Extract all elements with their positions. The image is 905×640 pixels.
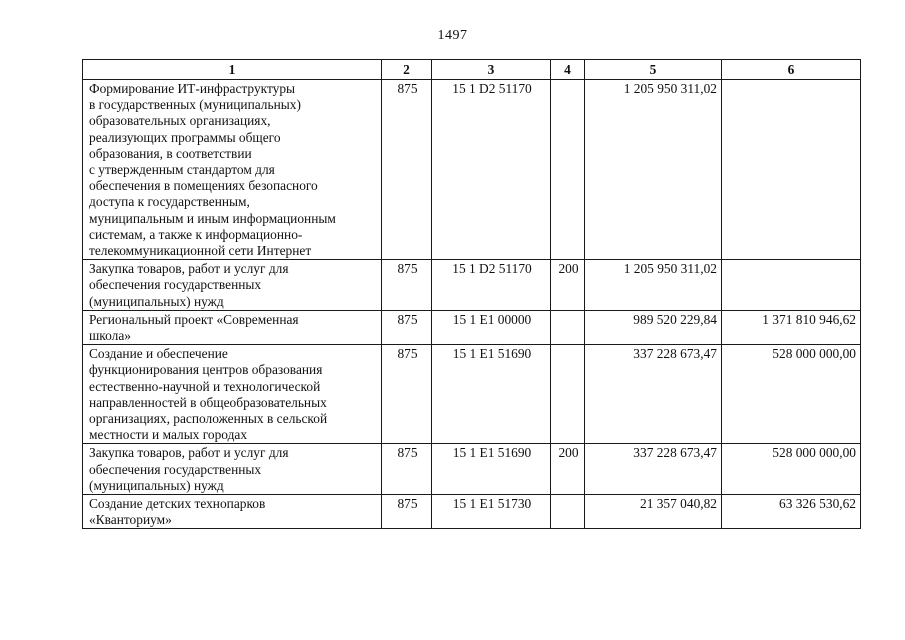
row-amount-year-2: 1 371 810 946,62 [722,310,861,344]
row-target-article: 15 1 D2 51170 [432,260,551,311]
row-amount-year-2 [722,260,861,311]
table-row [83,260,861,311]
row-target-article: 15 1 E1 51690 [432,444,551,495]
row-ministry-code: 875 [382,444,432,495]
row-expense-type [551,495,585,529]
row-target-article: 15 1 D2 51170 [432,80,551,260]
row-amount-year-2: 63 326 530,62 [722,495,861,529]
row-ministry-code: 875 [382,80,432,260]
row-expense-type [551,310,585,344]
row-amount-year-1: 1 205 950 311,02 [585,260,722,311]
page-number: 1497 [437,28,468,43]
row-name: Региональный проект «Современная школа» [83,310,382,344]
row-amount-year-1: 337 228 673,47 [585,444,722,495]
row-name: Формирование ИТ-инфраструктуры в государственных (муниципальных) образовательных организациях, реализующих программы общего образования, в соответствии с утвержденным стандартом для обеспечения в помещениях безопасного доступа к государственным, муниципальным и иным информационным системам, а также к информационно- телекоммуникационной сети Интернет [83,80,382,260]
header-col-4: 4 [551,60,585,80]
row-name: Закупка товаров, работ и услуг для обеспечения государственных (муниципальных) нужд [83,444,382,495]
row-amount-year-1: 1 205 950 311,02 [585,80,722,260]
row-name: Создание детских технопарков «Кванториум» [83,495,382,529]
row-name: Создание и обеспечение функционирования центров образования естественно-научной и технологической направленностей в общеобразовательных организациях, расположенных в сельской местности и малых городах [83,345,382,444]
row-expense-type: 200 [551,444,585,495]
row-amount-year-1: 337 228 673,47 [585,345,722,444]
header-row [83,60,861,80]
header-col-1: 1 [83,60,382,80]
header-col-3: 3 [432,60,551,80]
row-ministry-code: 875 [382,345,432,444]
row-amount-year-1: 21 357 040,82 [585,495,722,529]
row-ministry-code: 875 [382,260,432,311]
row-amount-year-2: 528 000 000,00 [722,444,861,495]
table-body [83,80,861,529]
row-amount-year-1: 989 520 229,84 [585,310,722,344]
table-row [83,495,861,529]
row-target-article: 15 1 E1 51690 [432,345,551,444]
row-target-article: 15 1 E1 00000 [432,310,551,344]
table-row [83,80,861,260]
table-row [83,345,861,444]
row-expense-type [551,345,585,444]
row-name: Закупка товаров, работ и услуг для обеспечения государственных (муниципальных) нужд [83,260,382,311]
header-col-2: 2 [382,60,432,80]
row-target-article: 15 1 E1 51730 [432,495,551,529]
table-row [83,310,861,344]
header-col-5: 5 [585,60,722,80]
row-amount-year-2: 528 000 000,00 [722,345,861,444]
header-col-6: 6 [722,60,861,80]
row-amount-year-2 [722,80,861,260]
budget-table [82,59,861,529]
table-row [83,444,861,495]
table-header [83,60,861,80]
row-expense-type: 200 [551,260,585,311]
row-ministry-code: 875 [382,495,432,529]
row-expense-type [551,80,585,260]
row-ministry-code: 875 [382,310,432,344]
